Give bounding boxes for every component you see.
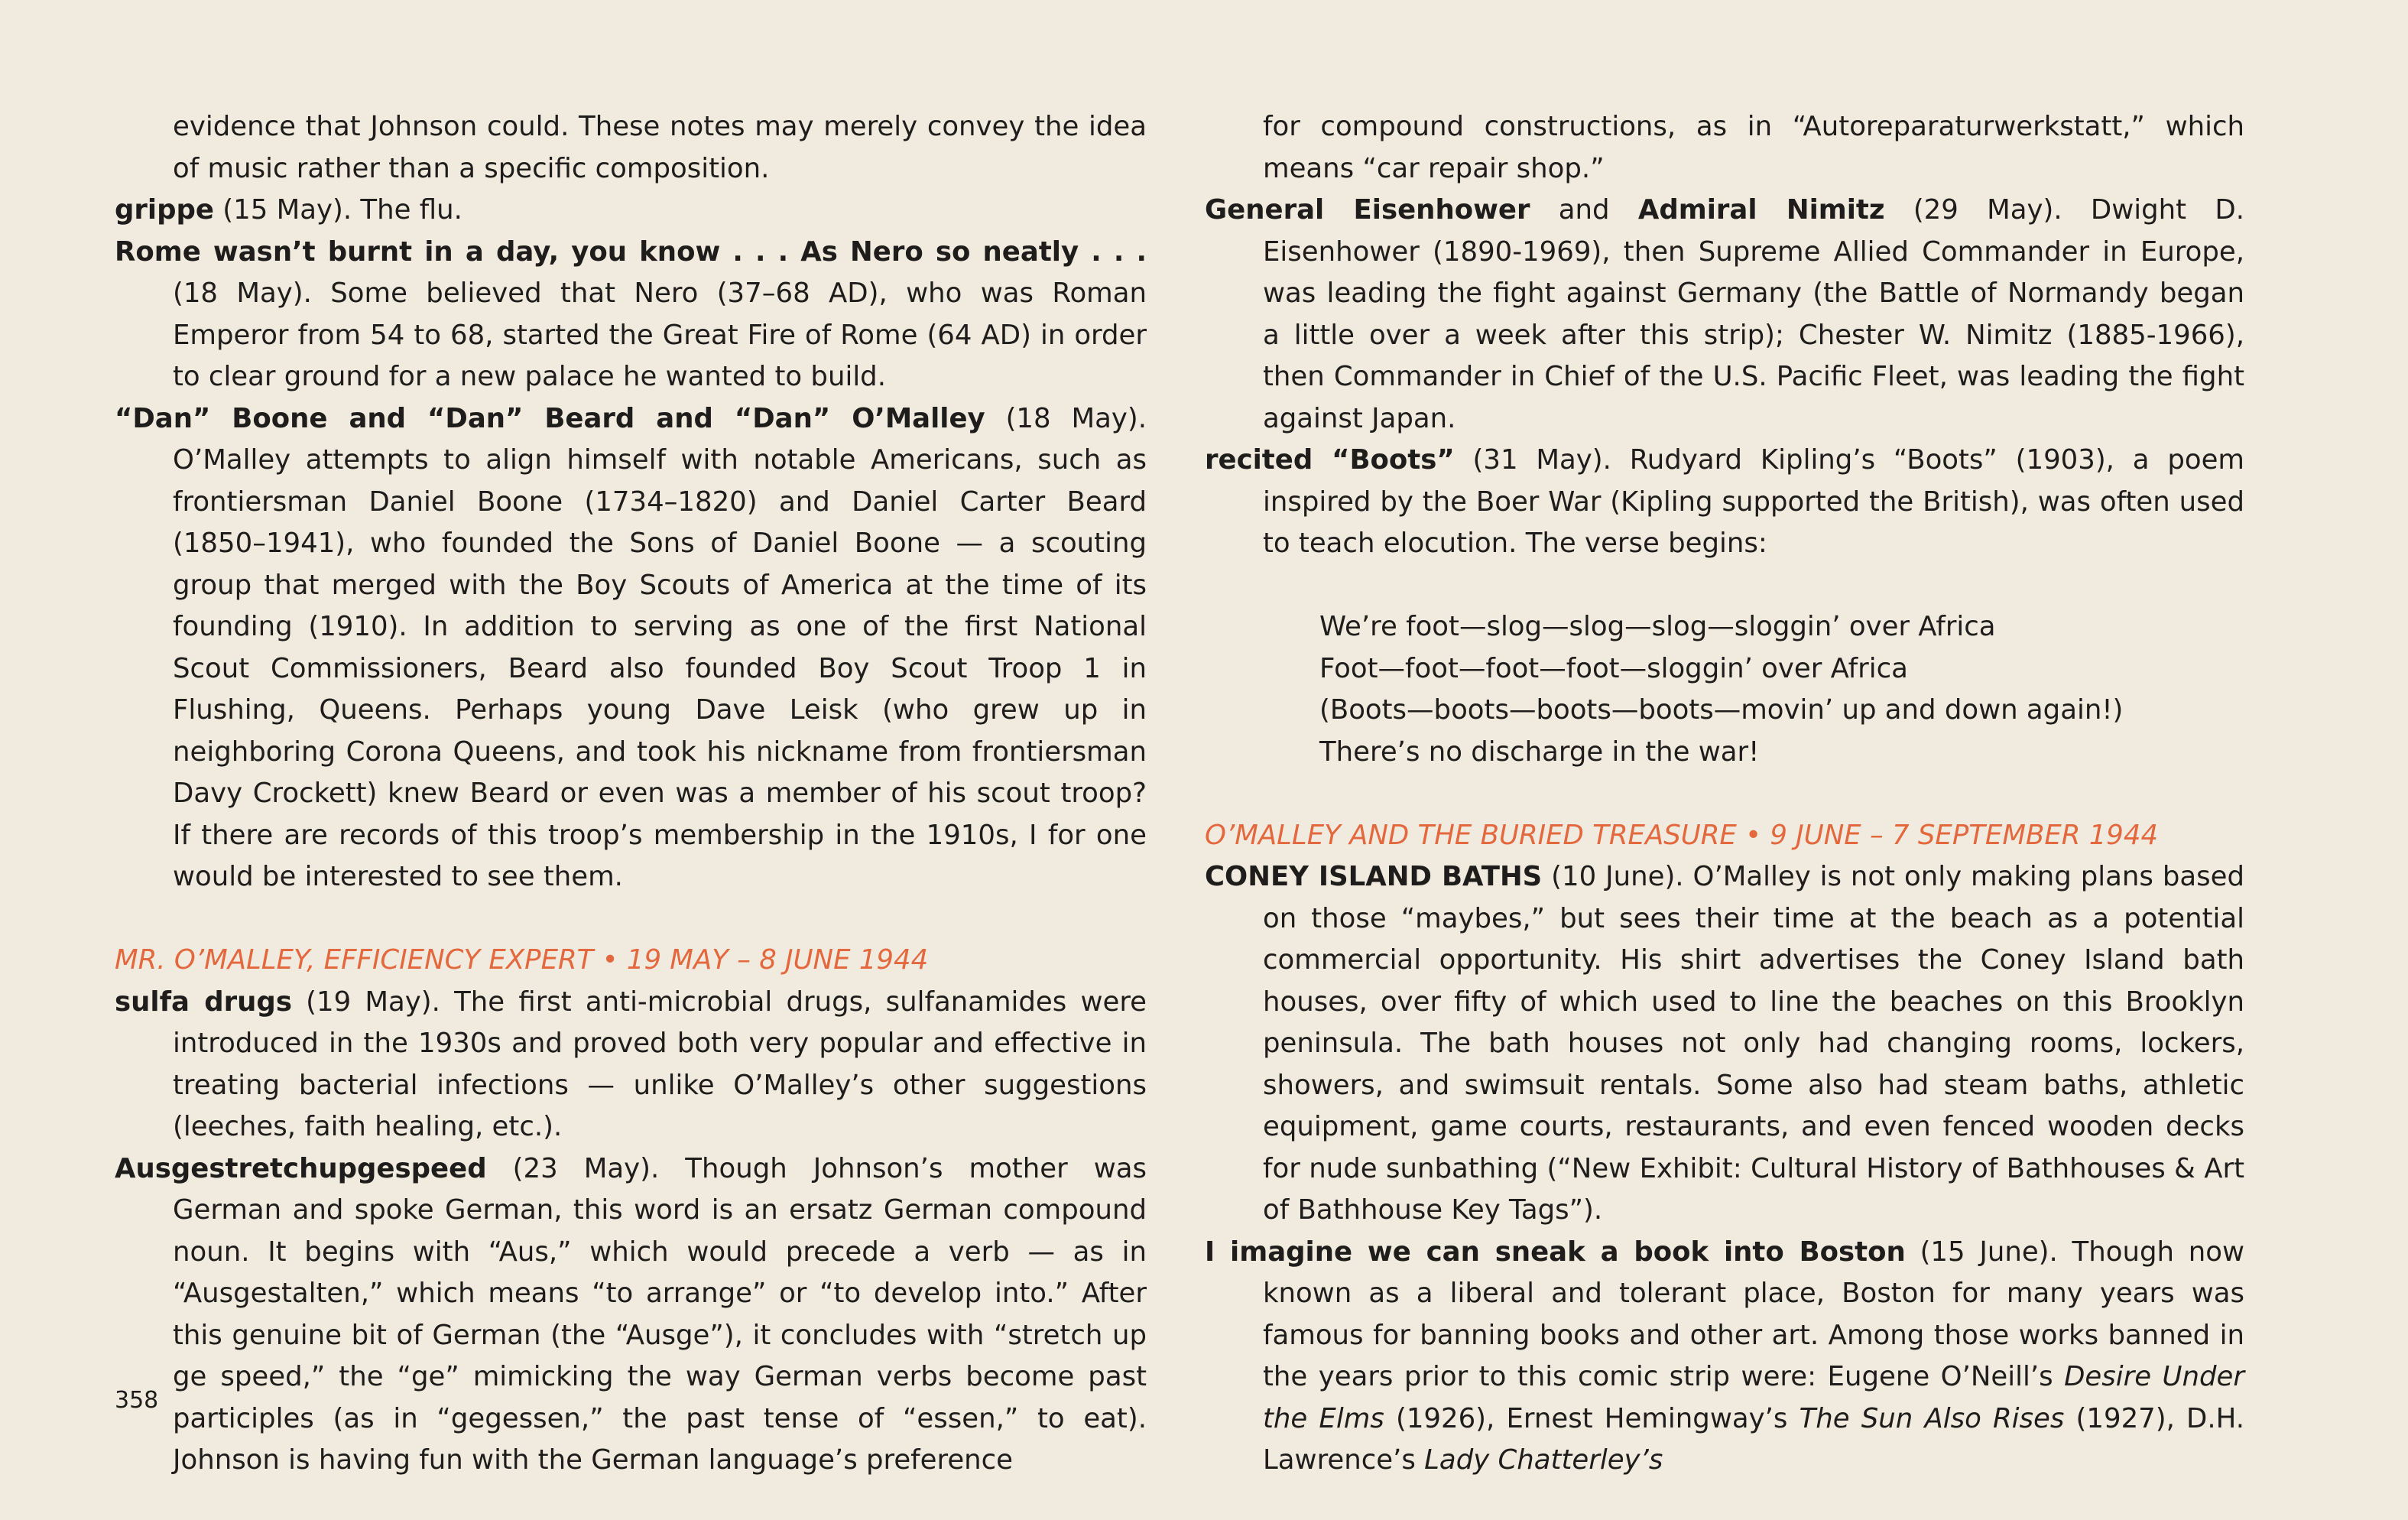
- poem-verse: [1205, 606, 2244, 773]
- spacer: [1205, 773, 2244, 815]
- verse-line: There’s no discharge in the war!: [1319, 736, 1760, 768]
- entry-text: (23 May). Though Johnson’s mother was German and spoke German, this word is an ersatz German compound noun. It begins with “Aus,” which would precede a verb — as in “Ausgestalten,” which means “to arrange” or “to develop into.” After this genuine bit of German (the “Ausge”), it concludes with “stretch up ge speed,” the “ge” mimicking the way German verbs become past participles (as in “gegessen,” the past tense of “essen,” to eat). Johnson is having fun with the German language’s preference: [173, 1152, 1147, 1476]
- entry-text: (1927), D.H. Lawrence’s: [1263, 1402, 2245, 1476]
- section-heading-efficiency-expert: MR. O’MALLEY, EFFICIENCY EXPERT • 19 MAY – 8 JUNE 1944: [115, 944, 929, 976]
- entry-text: (18 May). O’Malley attempts to align himself with notable Americans, such as frontiersman Daniel Boone (1734–1820) and Daniel Carter Beard (1850–1941), who founded the Sons of Daniel Boone — a scouting group that merged with the Boy Scouts of America at the time of its founding (1910). In addition to serving as one of the first National Scout Commissioners, Beard also founded Boy Scout Troop 1 in Flushing, Queens. Perhaps young Dave Leisk (who grew up in neighboring Corona Queens, and took his nickname from frontiersman Davy Crockett) knew Beard or even was a member of his scout troop? If there are records of this troop’s membership in the 1910s, I for one would be interested to see them.: [173, 402, 1147, 892]
- entry-term: recited “Boots”: [1205, 444, 1455, 476]
- spacer: [115, 898, 1147, 940]
- entry-term: grippe: [115, 194, 214, 226]
- glossary-entry-rome: [115, 232, 1147, 398]
- entry-term: Ausgestretchupgespeed: [115, 1152, 487, 1184]
- glossary-entry-sulfa-drugs: [115, 982, 1147, 1148]
- verse-line: Foot—foot—foot—foot—sloggin’ over Africa: [1319, 652, 1908, 684]
- continuation-text: evidence that Johnson could. These notes may merely convey the idea of music rather than a specific composition.: [173, 111, 1147, 184]
- entry-term: Rome wasn’t burnt in a day, you know . . . As Nero so neatly . . .: [115, 235, 1147, 268]
- glossary-entry-ausgestretchupgespeed: [115, 1148, 1147, 1482]
- entry-term: General Eisenhower: [1205, 194, 1530, 226]
- glossary-entry-eisenhower-nimitz: [1205, 190, 2244, 440]
- entry-text: (15 June). Though now known as a liberal and tolerant place, Boston for many years was famous for banning books and other art. Among those works banned in the years prior to this comic strip were: Eugene O’Neill’s: [1263, 1236, 2244, 1392]
- glossary-entry-boston: [1205, 1232, 2244, 1482]
- glossary-entry-dan-boone: [115, 398, 1147, 898]
- entry-text: (31 May). Rudyard Kipling’s “Boots” (1903), a poem inspired by the Boer War (Kipling supported the British), was often used to teach elocution. The verse begins:: [1263, 444, 2245, 559]
- entry-text: (29 May). Dwight D. Eisenhower (1890-1969), then Supreme Allied Commander in Europe, was leading the fight against Germany (the Battle of Normandy began a little over a week after this strip); Chester W. Nimitz (1885-1966), then Commander in Chief of the U.S. Pacific Fleet, was leading the fight against Japan.: [1263, 194, 2245, 434]
- entry-term: “Dan” Boone and “Dan” Beard and “Dan” O’Malley: [115, 402, 985, 434]
- right-column: [1205, 106, 2244, 1482]
- verse-line: (Boots—boots—boots—boots—movin’ up and down again!): [1319, 694, 2124, 726]
- entry-text: (10 June). O’Malley is not only making plans based on those “maybes,” but sees their time at the beach as a potential commercial opportunity. His shirt advertises the Coney Island bath houses, over fifty of which used to line the beaches on this Brooklyn peninsula. The bath houses not only had changing rooms, lockers, showers, and swimsuit rentals. Some also had steam baths, athletic equipment, game courts, restaurants, and even fenced wooden decks for nude sunbathing (“New Exhibit: Cultural History of Bathhouses & Art of Bathhouse Key Tags”).: [1263, 861, 2244, 1226]
- entry-term: sulfa drugs: [115, 986, 292, 1018]
- book-title: The Sun Also Rises: [1799, 1402, 2065, 1434]
- entry-text: (18 May). Some believed that Nero (37–68 AD), who was Roman Emperor from 54 to 68, started the Great Fire of Rome (64 AD) in order to clear ground for a new palace he wanted to build.: [173, 278, 1147, 392]
- entry-term: CONEY ISLAND BATHS: [1205, 861, 1543, 892]
- book-title: Desire Under the Elms: [1263, 1361, 2244, 1434]
- continuation-text: for compound constructions, as in “Autoreparaturwerkstatt,” which means “car repair shop.”: [1263, 111, 2244, 184]
- verse-line: We’re foot—slog—slog—slog—sloggin’ over Africa: [1319, 611, 1996, 642]
- entry-term: I imagine we can sneak a book into Boston: [1205, 1236, 1906, 1268]
- spacer: [1205, 565, 2244, 607]
- glossary-entry-boots: [1205, 440, 2244, 565]
- glossary-entry-grippe: [115, 190, 1147, 232]
- entry-text: (1926), Ernest Hemingway’s: [1384, 1402, 1800, 1434]
- entry-term: Admiral Nimitz: [1637, 194, 1885, 226]
- left-column: [115, 106, 1147, 1482]
- entry-joiner: and: [1530, 194, 1638, 226]
- entry-text: (19 May). The first anti-microbial drugs, sulfanamides were introduced in the 1930s and proved both very popular and effective in treating bacterial infections — unlike O’Malley’s other suggestions (leeches, faith healing, etc.).: [173, 986, 1147, 1142]
- section-heading-buried-treasure: O’MALLEY AND THE BURIED TREASURE • 9 JUNE – 7 SEPTEMBER 1944: [1205, 819, 2159, 851]
- book-title: Lady Chatterley’s: [1424, 1444, 1663, 1476]
- entry-text: (15 May). The flu.: [214, 194, 462, 226]
- glossary-entry-coney-island: [1205, 856, 2244, 1232]
- page-number: 358: [115, 1387, 159, 1414]
